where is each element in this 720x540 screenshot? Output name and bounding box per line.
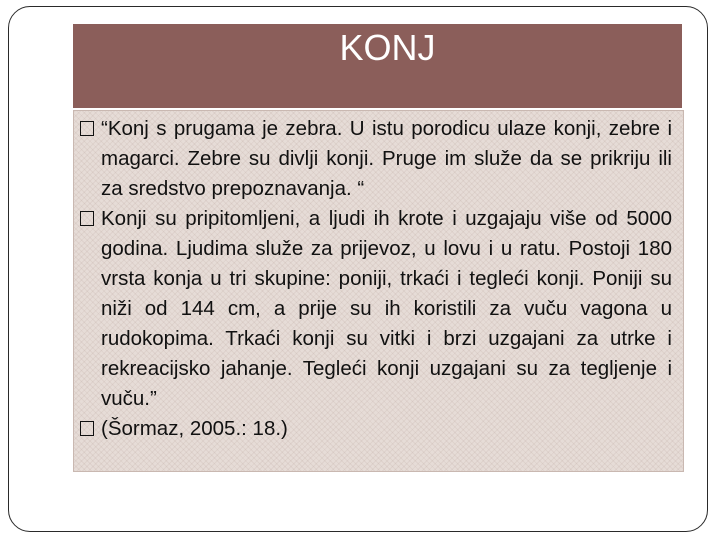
title-bar (73, 24, 682, 108)
square-outline-icon (80, 421, 94, 436)
bullet-item (80, 204, 672, 414)
square-outline-icon (80, 121, 94, 136)
bullet-item (80, 414, 672, 444)
bullet-text: Konji su pripitomljeni, a ljudi ih krote i uzgajaju više od 5000 godina. Ljudima služe za prijevoz, u lovu i u ratu. Postoji 180 vrsta konja u tri skupine: poniji, trkaći i tegleći konji. Poniji su niži od 144 cm, a prije su ih koristili za vuču vagona u rudokopima. Trkaći konji su vitki i brzi uzgajani za utrke i rekreacijsko jahanje. Tegleći konji uzgajani su za tegljenje i vuču.” (101, 207, 672, 410)
bullet-list (80, 114, 672, 444)
square-outline-icon (80, 211, 94, 226)
bullet-text: “Konj s prugama je zebra. U istu porodicu ulaze konji, zebre i magarci. Zebre su divlji konji. Pruge im služe da se prikriju ili za sredstvo prepoznavanja. “ (101, 117, 672, 200)
bullet-item (80, 114, 672, 204)
slide-title: KONJ (339, 27, 436, 68)
bullet-text: (Šormaz, 2005.: 18.) (101, 417, 288, 440)
